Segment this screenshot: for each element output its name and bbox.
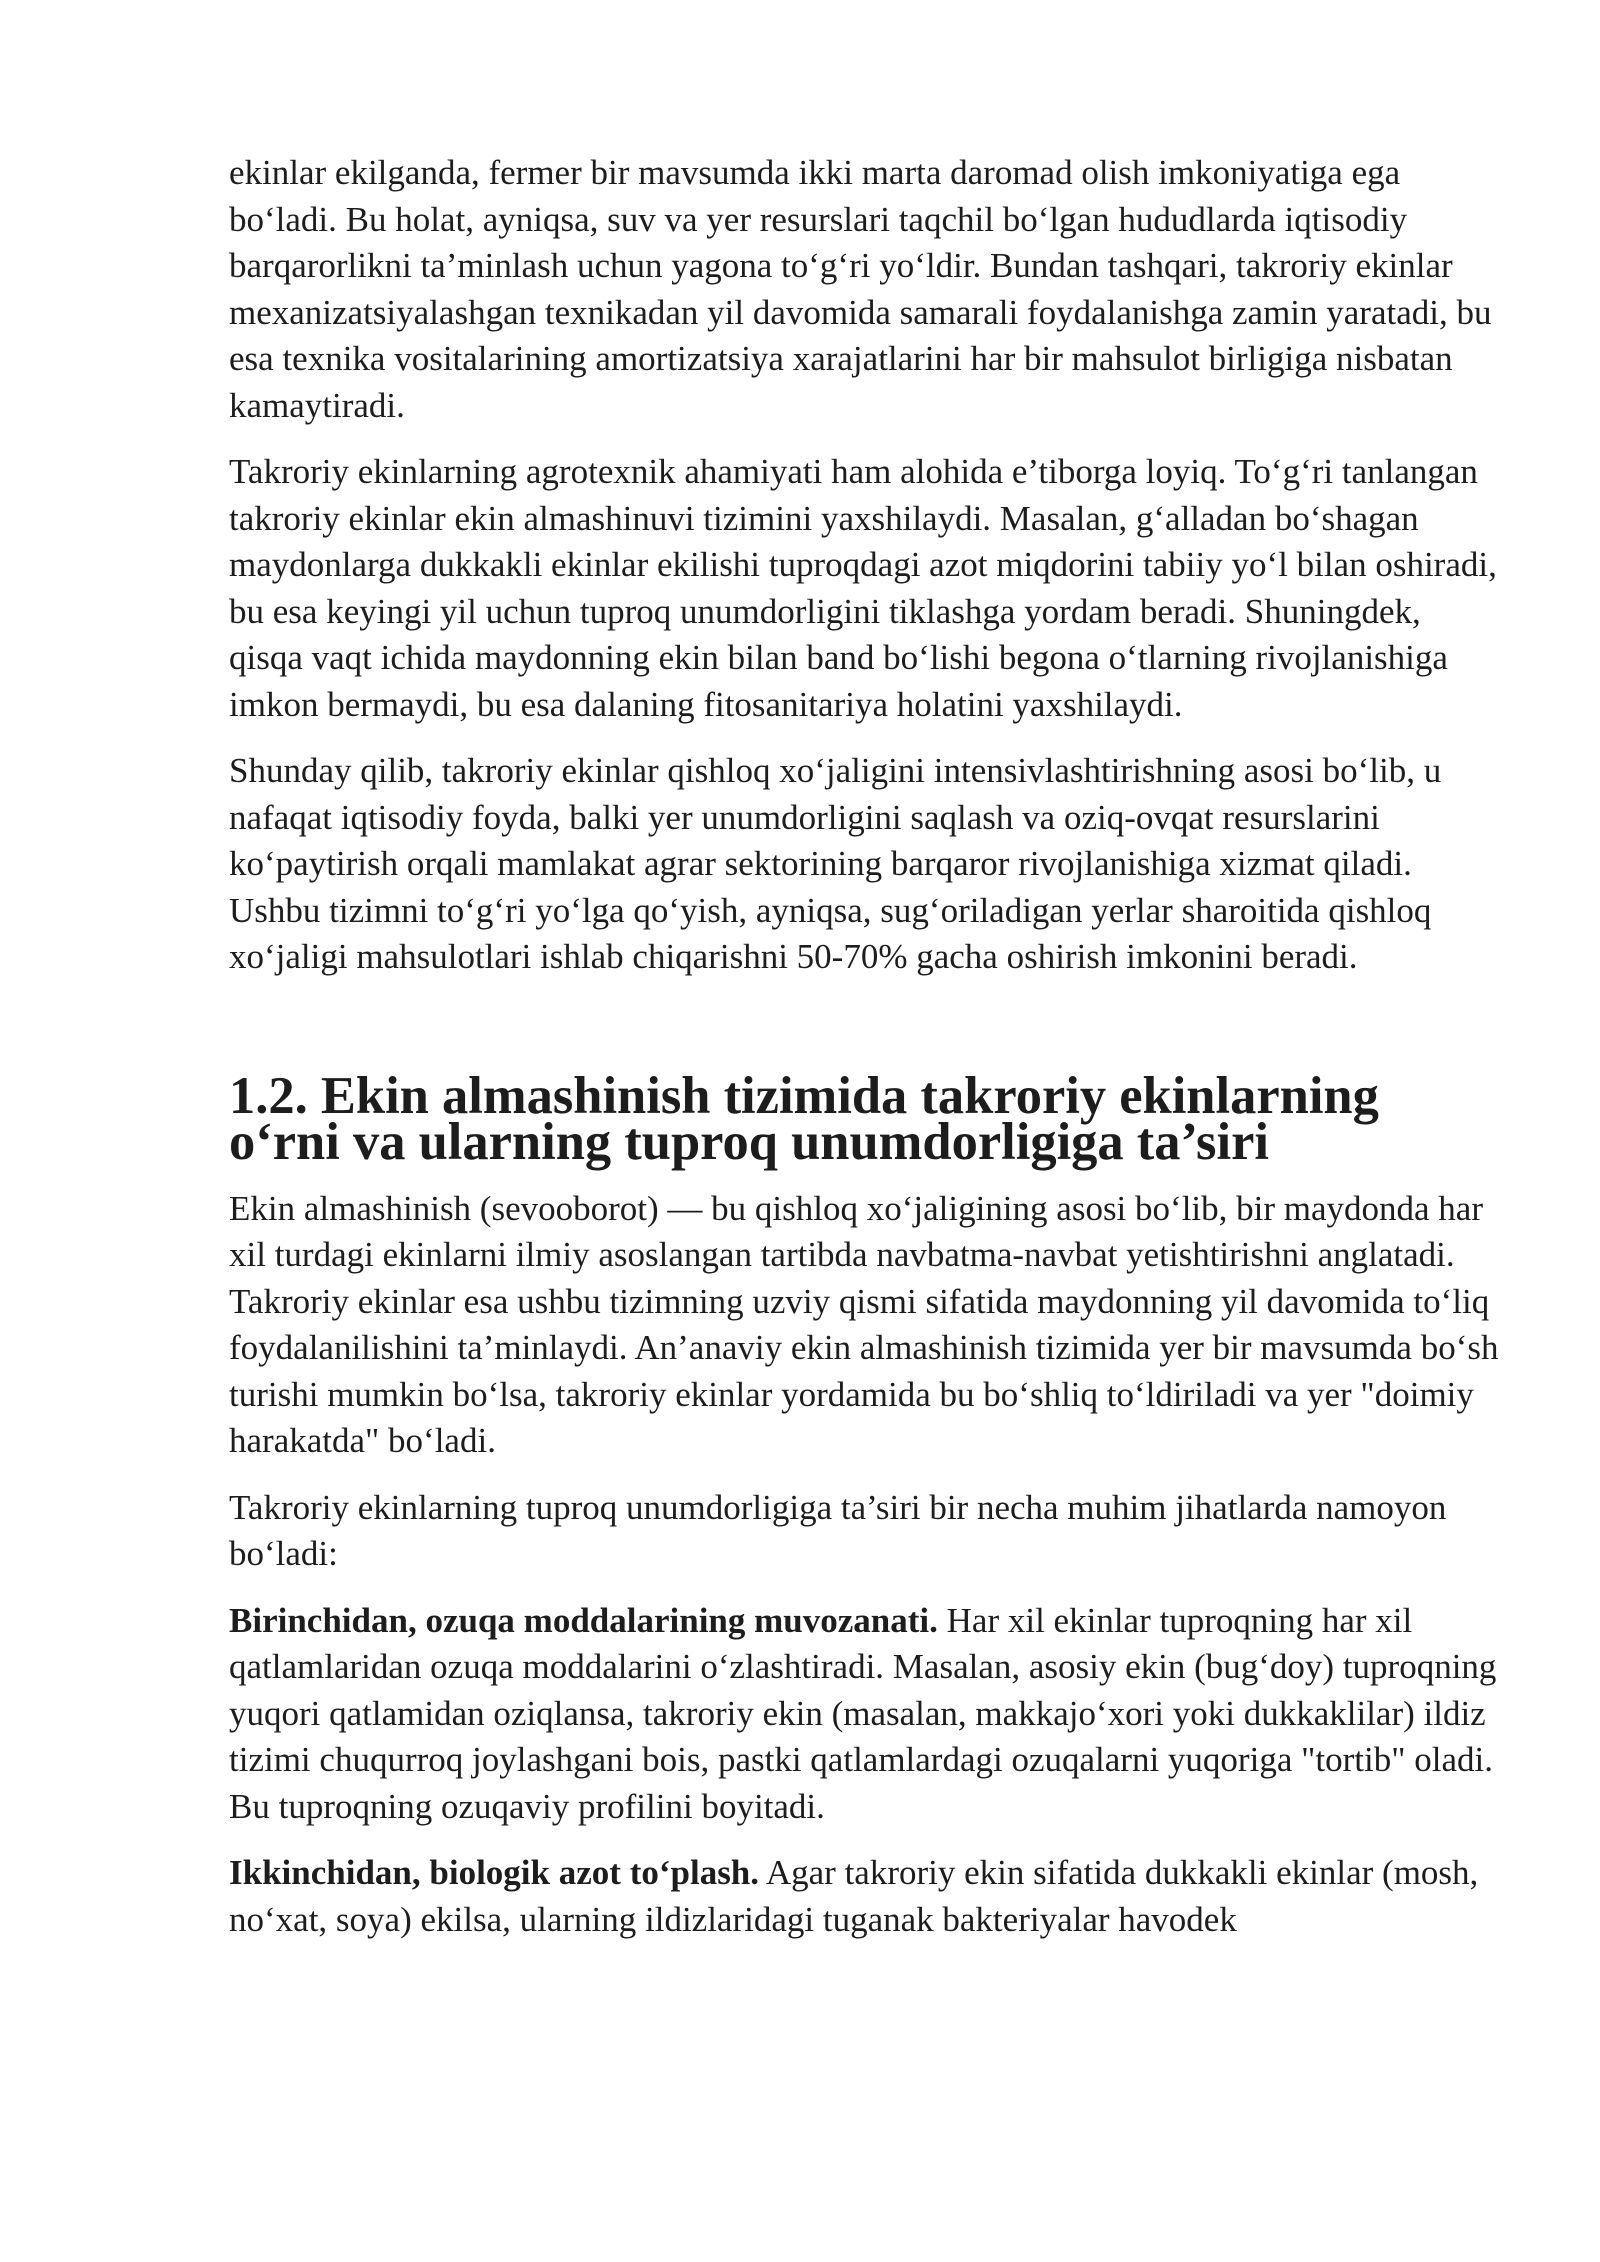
section-heading [229,1066,1499,1171]
paragraph: ekinlar ekilganda, fermer bir mavsumda ikki marta daromad olish imkoniyatiga ega bo‘ladi. Bu holat, ayniqsa, suv va yer resurslari taqchil bo‘lgan hududlarda iqtisodiy barqarorlikni ta’minlash uchun yagona to‘g‘ri yo‘ldir. Bundan tashqari, takroriy ekinlar mexanizatsiyalashgan texnikadan yil davomida samarali foydalanishga zamin yaratadi, bu esa texnika vositalarining amortizatsiya xarajatlarini har bir mahsulot birligiga nisbatan kamaytiradi. [229,153,1492,425]
section-heading-text: 1.2. Ekin almashinish tizimida takroriy ekinlarning o‘rni va ularning tuproq unumdorligiga ta’siri [229,1066,1379,1171]
document-page [229,150,1499,1963]
paragraph: Takroriy ekinlarning agrotexnik ahamiyati ham alohida e’tiborga loyiq. To‘g‘ri tanlangan takroriy ekinlar ekin almashinuvi tizimini yaxshilaydi. Masalan, g‘alladan bo‘shagan maydonlarga dukkakli ekinlar ekilishi tuproqdagi azot miqdorini tabiiy yo‘l bilan oshiradi, bu esa keyingi yil uchun tuproq unumdorligini tiklashga yordam beradi. Shuningdek, qisqa vaqt ichida maydonning ekin bilan band bo‘lishi begona o‘tlarning rivojlanishiga imkon bermaydi, bu esa dalaning fitosanitariya holatini yaxshilaydi. [229,452,1497,724]
paragraph [229,1850,1499,1943]
paragraph [229,1598,1499,1831]
bold-lead-text: Birinchidan, ozuqa moddalarining muvozanati. [229,1600,938,1640]
paragraph: Shunday qilib, takroriy ekinlar qishloq xo‘jaligini intensivlashtirishning asosi bo‘lib, u nafaqat iqtisodiy foyda, balki yer unumdorligini saqlash va oziq-ovqat resurslarini ko‘paytirish orqali mamlakat agrar sektorining barqaror rivojlanishiga xizmat qiladi. Ushbu tizimni to‘g‘ri yo‘lga qo‘yish, ayniqsa, sug‘oriladigan yerlar sharoitida qishloq xo‘jaligi mahsulotlari ishlab chiqarishni 50-70% gacha oshirish imkonini beradi. [229,751,1442,976]
bold-lead-text: Ikkinchidan, biologik azot to‘plash. [229,1853,760,1892]
paragraph-text: Agar takroriy ekin sifatida dukkakli ekinlar (mosh, no‘xat, soya) ekilsa, ularning ildizlaridagi tuganak bakteriyalar havodek [229,1853,1479,1939]
paragraph: Takroriy ekinlarning tuproq unumdorligiga ta’siri bir necha muhim jihatlarda namoyon bo‘ladi: [229,1487,1447,1573]
paragraph-text: Har xil ekinlar tuproqning har xil qatlamlaridan ozuqa moddalarini o‘zlashtiradi. Masalan, asosiy ekin (bug‘doy) tuproqning yuqori qatlamidan oziqlansa, takroriy ekin (masalan, makkajo‘xori yoki dukkaklilar) ildiz tizimi chuqurroq joylashgani bois, pastki qatlamlardagi ozuqalarni yuqoriga "tortib" oladi. Bu tuproqning ozuqaviy profilini boyitadi. [229,1600,1497,1826]
paragraph: Ekin almashinish (sevooborot) — bu qishloq xo‘jaligining asosi bo‘lib, bir maydonda har xil turdagi ekinlarni ilmiy asoslangan tartibda navbatma-navbat yetishtirishni anglatadi. Takroriy ekinlar esa ushbu tizimning uzviy qismi sifatida maydonning yil davomida to‘liq foydalanilishini ta’minlaydi. An’anaviy ekin almashinish tizimida yer bir mavsumda bo‘sh turishi mumkin bo‘lsa, takroriy ekinlar yordamida bu bo‘shliq to‘ldiriladi va yer "doimiy harakatda" bo‘ladi. [229,1188,1499,1460]
